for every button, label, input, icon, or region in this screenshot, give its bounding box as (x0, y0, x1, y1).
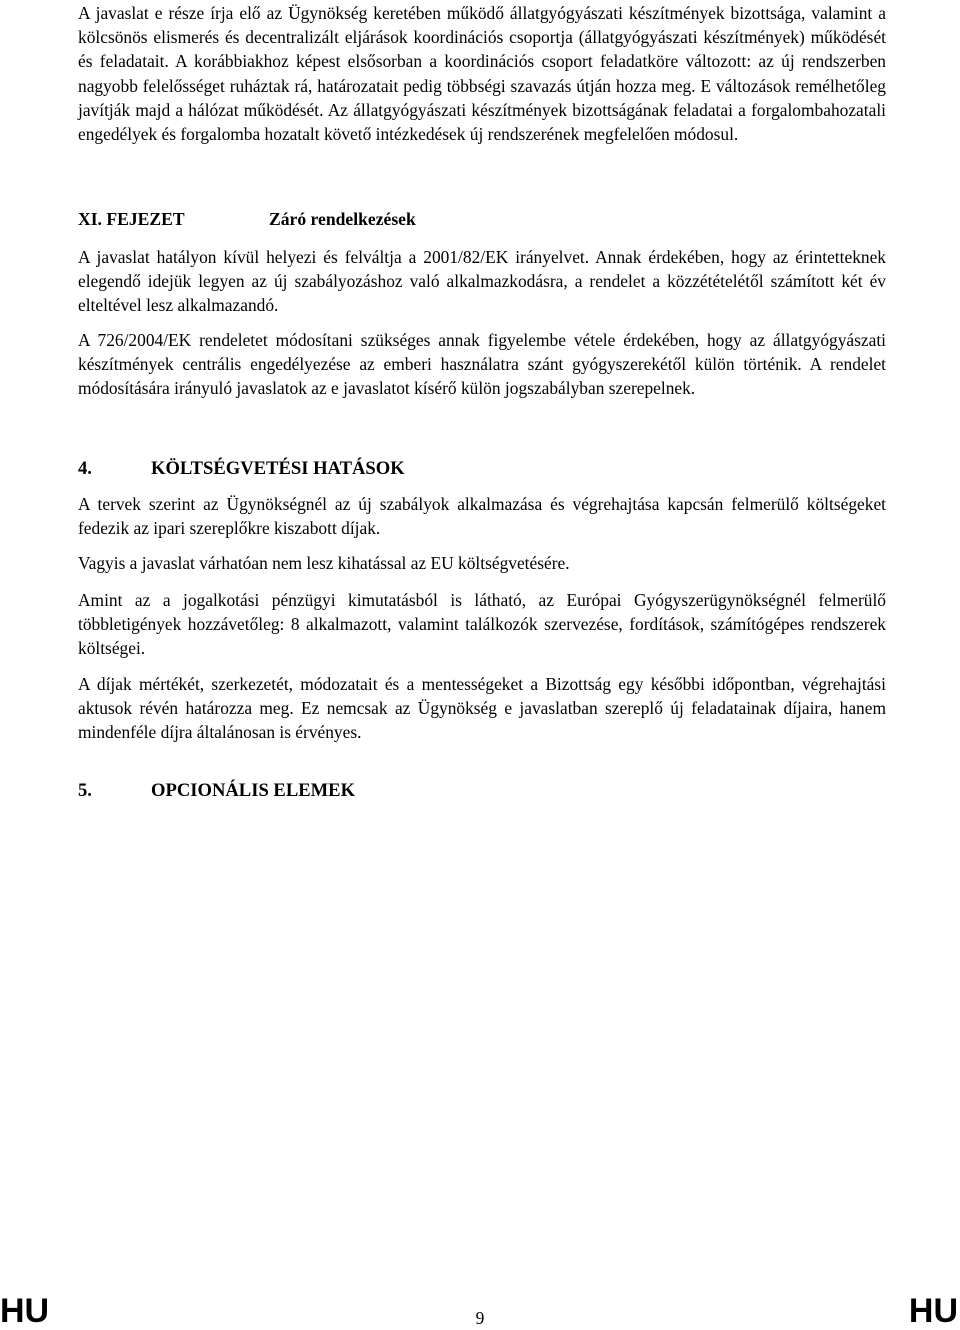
footer-language-code-left: HU (0, 1292, 50, 1330)
section-title: KÖLTSÉGVETÉSI HATÁSOK (151, 458, 405, 479)
footer-language-code-right: HU (908, 1292, 958, 1330)
section-number: 4. (78, 458, 92, 479)
paragraph-no-eu-budget-impact: Vagyis a javaslat várhatóan nem lesz kihatással az EU költségvetésére. (78, 553, 570, 573)
section-number: 5. (78, 780, 92, 801)
section-title: OPCIONÁLIS ELEMEK (151, 780, 356, 801)
paragraph-repeal-directive: A javaslat hatályon kívül helyezi és felváltja a 2001/82/EK irányelvet. Annak érdekében, hogy az érintetteknek elegendő idejük legyen az új szabályozáshoz való alkalmazkodásra, a rendelet a közzétételétől számított két év elteltével lesz alkalmazandó. (78, 247, 886, 316)
paragraph-amend-regulation: A 726/2004/EK rendeletet módosítani szükséges annak figyelembe vétele érdekében, hogy az állatgyógyászati készítmények centrális engedélyezése az emberi használatra szánt gyógyszerekétől külön történik. A rendelet módosítására irányuló javaslatok az e javaslatot kísérő külön jogszabályban szerepelnek. (78, 330, 886, 399)
chapter-number: XI. FEJEZET (78, 209, 185, 229)
paragraph-additional-needs: Amint az a jogalkotási pénzügyi kimutatásból is látható, az Európai Gyógyszerügynökségnél felmerülő többletigények hozzávetőleg: 8 alkalmazott, valamint találkozók szervezése, fordítások, számítógépes rendszerek költségei. (78, 590, 886, 659)
paragraph-committee-roles: A javaslat e része írja elő az Ügynökség keretében működő állatgyógyászati készítmények bizottsága, valamint a kölcsönös elismerés és decentralizált eljárások koordinációs csoportja (állatgyógyászati készítmények) működését és feladatait. A korábbiakhoz képest elsősorban a koordinációs csoport feladatköre változott: az új rendszerben nagyobb felelősséget ruháztak rá, határozatait pedig többségi szavazás útján hozza meg. E változások remélhetőleg javítják majd a hálózat működését. Az állatgyógyászati készítmények bizottságának feladatai a forgalombahozatali engedélyek és forgalomba hozatalt követő intézkedések új rendszerének megfelelően módosul. (78, 3, 886, 145)
section-heading-budget-implications (78, 457, 886, 481)
paragraph-fees-cover-costs: A tervek szerint az Ügynökségnél az új szabályok alkalmazása és végrehajtása kapcsán felmerülő költségeket fedezik az ipari szereplőkre kiszabott díjak. (78, 494, 886, 539)
paragraph-fee-structure: A díjak mértékét, szerkezetét, módozatait és a mentességeket a Bizottság egy későbbi időpontban, végrehajtási aktusok révén határozza meg. Ez nemcsak az Ügynökség e javaslatban szereplő új feladatainak díjaira, hanem mindenféle díjra általánosan is érvényes. (78, 674, 886, 743)
page-number: 9 (475, 1308, 485, 1328)
section-heading-optional-elements (78, 779, 886, 803)
chapter-heading-final-provisions (78, 207, 886, 231)
chapter-title: Záró rendelkezések (269, 209, 416, 229)
